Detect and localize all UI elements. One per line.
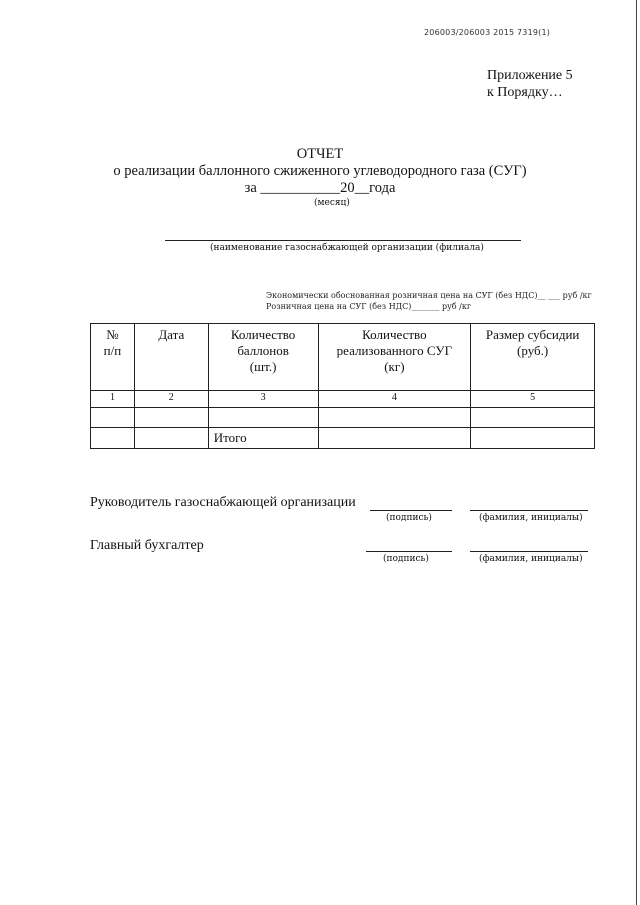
table-cell xyxy=(471,408,595,428)
accountant-signature-label: Главный бухгалтер xyxy=(90,538,204,553)
header-date: Дата xyxy=(158,327,185,342)
column-number: 1 xyxy=(91,391,135,408)
column-number: 3 xyxy=(208,391,318,408)
header-number: № п/п xyxy=(103,327,122,358)
column-number-row xyxy=(91,391,595,408)
appendix-line-2: к Порядку… xyxy=(487,85,563,100)
head-name-caption: (фамилия, инициалы) xyxy=(479,513,583,523)
table-header-row xyxy=(91,324,595,391)
appendix-line-1: Приложение 5 xyxy=(487,68,573,83)
price-block xyxy=(266,290,592,312)
retail-price: Розничная цена на СУГ (без НДС)_______ руб /кг xyxy=(266,302,472,311)
table-cell xyxy=(471,428,595,449)
accountant-signature-line xyxy=(366,551,452,552)
header-gas-amount: Количество реализованного СУГ (кг) xyxy=(336,327,453,374)
header-cell xyxy=(318,324,471,391)
table-row xyxy=(91,408,595,428)
table-cell xyxy=(318,428,471,449)
report-title xyxy=(0,146,640,197)
header-cell xyxy=(208,324,318,391)
header-cell xyxy=(91,324,135,391)
column-number: 4 xyxy=(318,391,471,408)
table-cell xyxy=(318,408,471,428)
table-cell xyxy=(134,408,208,428)
scan-edge xyxy=(636,0,637,905)
header-cell xyxy=(471,324,595,391)
accountant-signature-caption: (подпись) xyxy=(383,554,429,564)
head-signature-caption: (подпись) xyxy=(386,513,432,523)
header-cylinders: Количество баллонов (шт.) xyxy=(230,327,296,374)
total-row xyxy=(91,428,595,449)
month-caption: (месяц) xyxy=(314,198,350,208)
column-number: 2 xyxy=(134,391,208,408)
head-signature-line xyxy=(370,510,452,511)
accountant-name-line xyxy=(470,551,588,552)
report-table xyxy=(90,323,595,449)
report-period: за ___________20__года xyxy=(244,180,396,196)
table-cell xyxy=(91,428,135,449)
report-subtitle: о реализации баллонного сжиженного углеводородного газа (СУГ) xyxy=(113,163,527,179)
column-number: 5 xyxy=(471,391,595,408)
appendix-note xyxy=(487,67,573,101)
table-cell xyxy=(91,408,135,428)
total-label: Итого xyxy=(208,428,318,449)
justified-price: Экономически обоснованная розничная цена на СУГ (без НДС)__ ___ руб /кг xyxy=(266,291,592,300)
head-signature-label: Руководитель газоснабжающей организации xyxy=(90,495,356,510)
organization-caption: (наименование газоснабжающей организации (филиала) xyxy=(210,243,484,253)
table-cell xyxy=(134,428,208,449)
head-name-line xyxy=(470,510,588,511)
document-id: 206003/206003 2015 7319(1) xyxy=(424,28,551,37)
header-subsidy: Размер субсидии (руб.) xyxy=(485,327,580,358)
header-cell xyxy=(134,324,208,391)
organization-name-line xyxy=(165,240,521,241)
report-heading: ОТЧЕТ xyxy=(296,146,344,162)
accountant-name-caption: (фамилия, инициалы) xyxy=(479,554,583,564)
table-cell xyxy=(208,408,318,428)
